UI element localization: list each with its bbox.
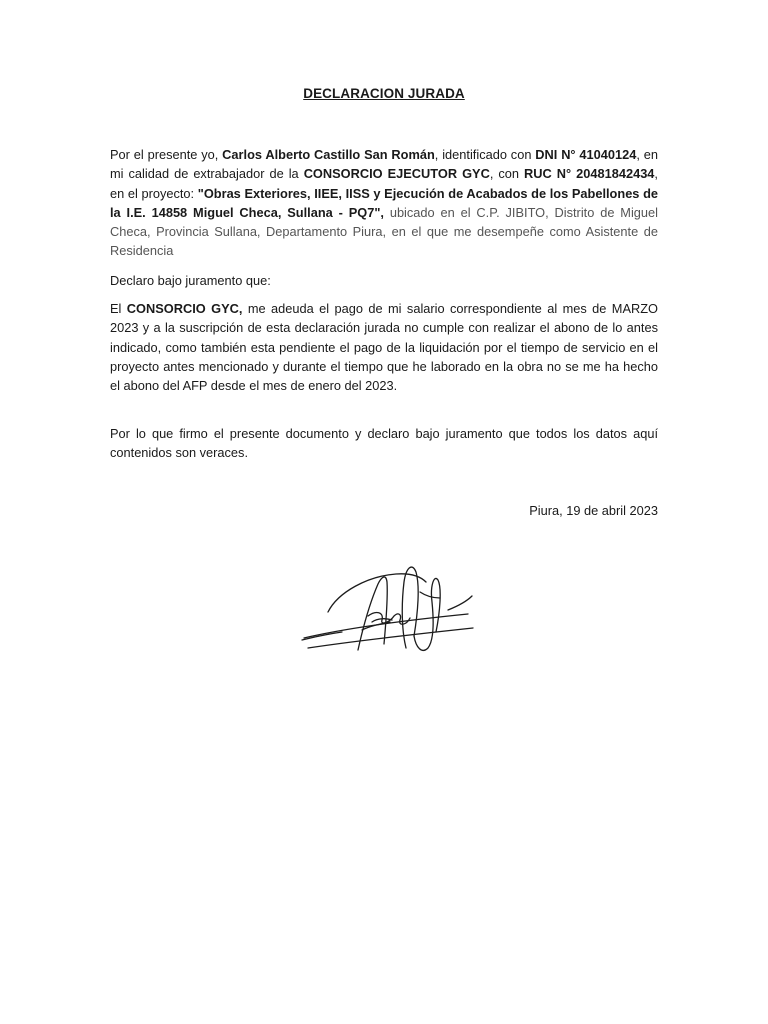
dni-number: DNI N° 41040124 — [535, 147, 637, 162]
text-segment: , identificado con — [434, 147, 536, 162]
debt-paragraph — [110, 299, 658, 395]
text-segment: , en el proyecto: — [110, 166, 658, 201]
text-segment: Por el presente yo, — [110, 147, 223, 162]
document-title: DECLARACION JURADA — [303, 86, 465, 101]
company-name: CONSORCIO EJECUTOR GYC — [303, 166, 490, 182]
closing-paragraph: Por lo que firmo el presente documento y declaro bajo juramento que todos los datos aquí contenidos son veraces. — [110, 426, 658, 461]
place-date: Piura, 19 de abril 2023 — [529, 503, 658, 518]
project-name: "Obras Exteriores, IIEE, IISS y Ejecución de Acabados de los Pabellones de la I.E. 14858 Miguel Checa, Sullana - PQ7", — [110, 185, 658, 220]
signature-icon — [298, 552, 478, 662]
declarant-paragraph — [110, 145, 658, 261]
text-segment: , en mi calidad de extrabajador de la — [110, 147, 658, 182]
declarant-name: Carlos Alberto Castillo San Román — [222, 147, 435, 162]
company-name-short: CONSORCIO GYC, — [126, 301, 243, 316]
location-text: ubicado en el C.P. JIBITO, Distrito de Miguel Checa, Provincia Sullana, Departamento Piura, en el que me desempeñe como Asistente de Residencia — [110, 204, 658, 259]
text-segment: El — [110, 301, 127, 316]
text-segment: , con — [489, 166, 525, 182]
ruc-number: RUC N° 20481842434 — [524, 166, 655, 182]
text-segment: me adeuda el pago de mi salario correspondiente al mes de MARZO 2023 y a la suscripción de esta declaración jurada no cumple con realizar el abono de lo antes indicado, como también esta pendiente el pago de la liquidación por el tiempo de servicio en el proyecto antes mencionado y durante el tiempo que he laborado en la obra no se me ha hecho el abono del AFP desde el mes de enero del 2023. — [110, 301, 659, 394]
oath-intro: Declaro bajo juramento que: — [110, 273, 271, 288]
